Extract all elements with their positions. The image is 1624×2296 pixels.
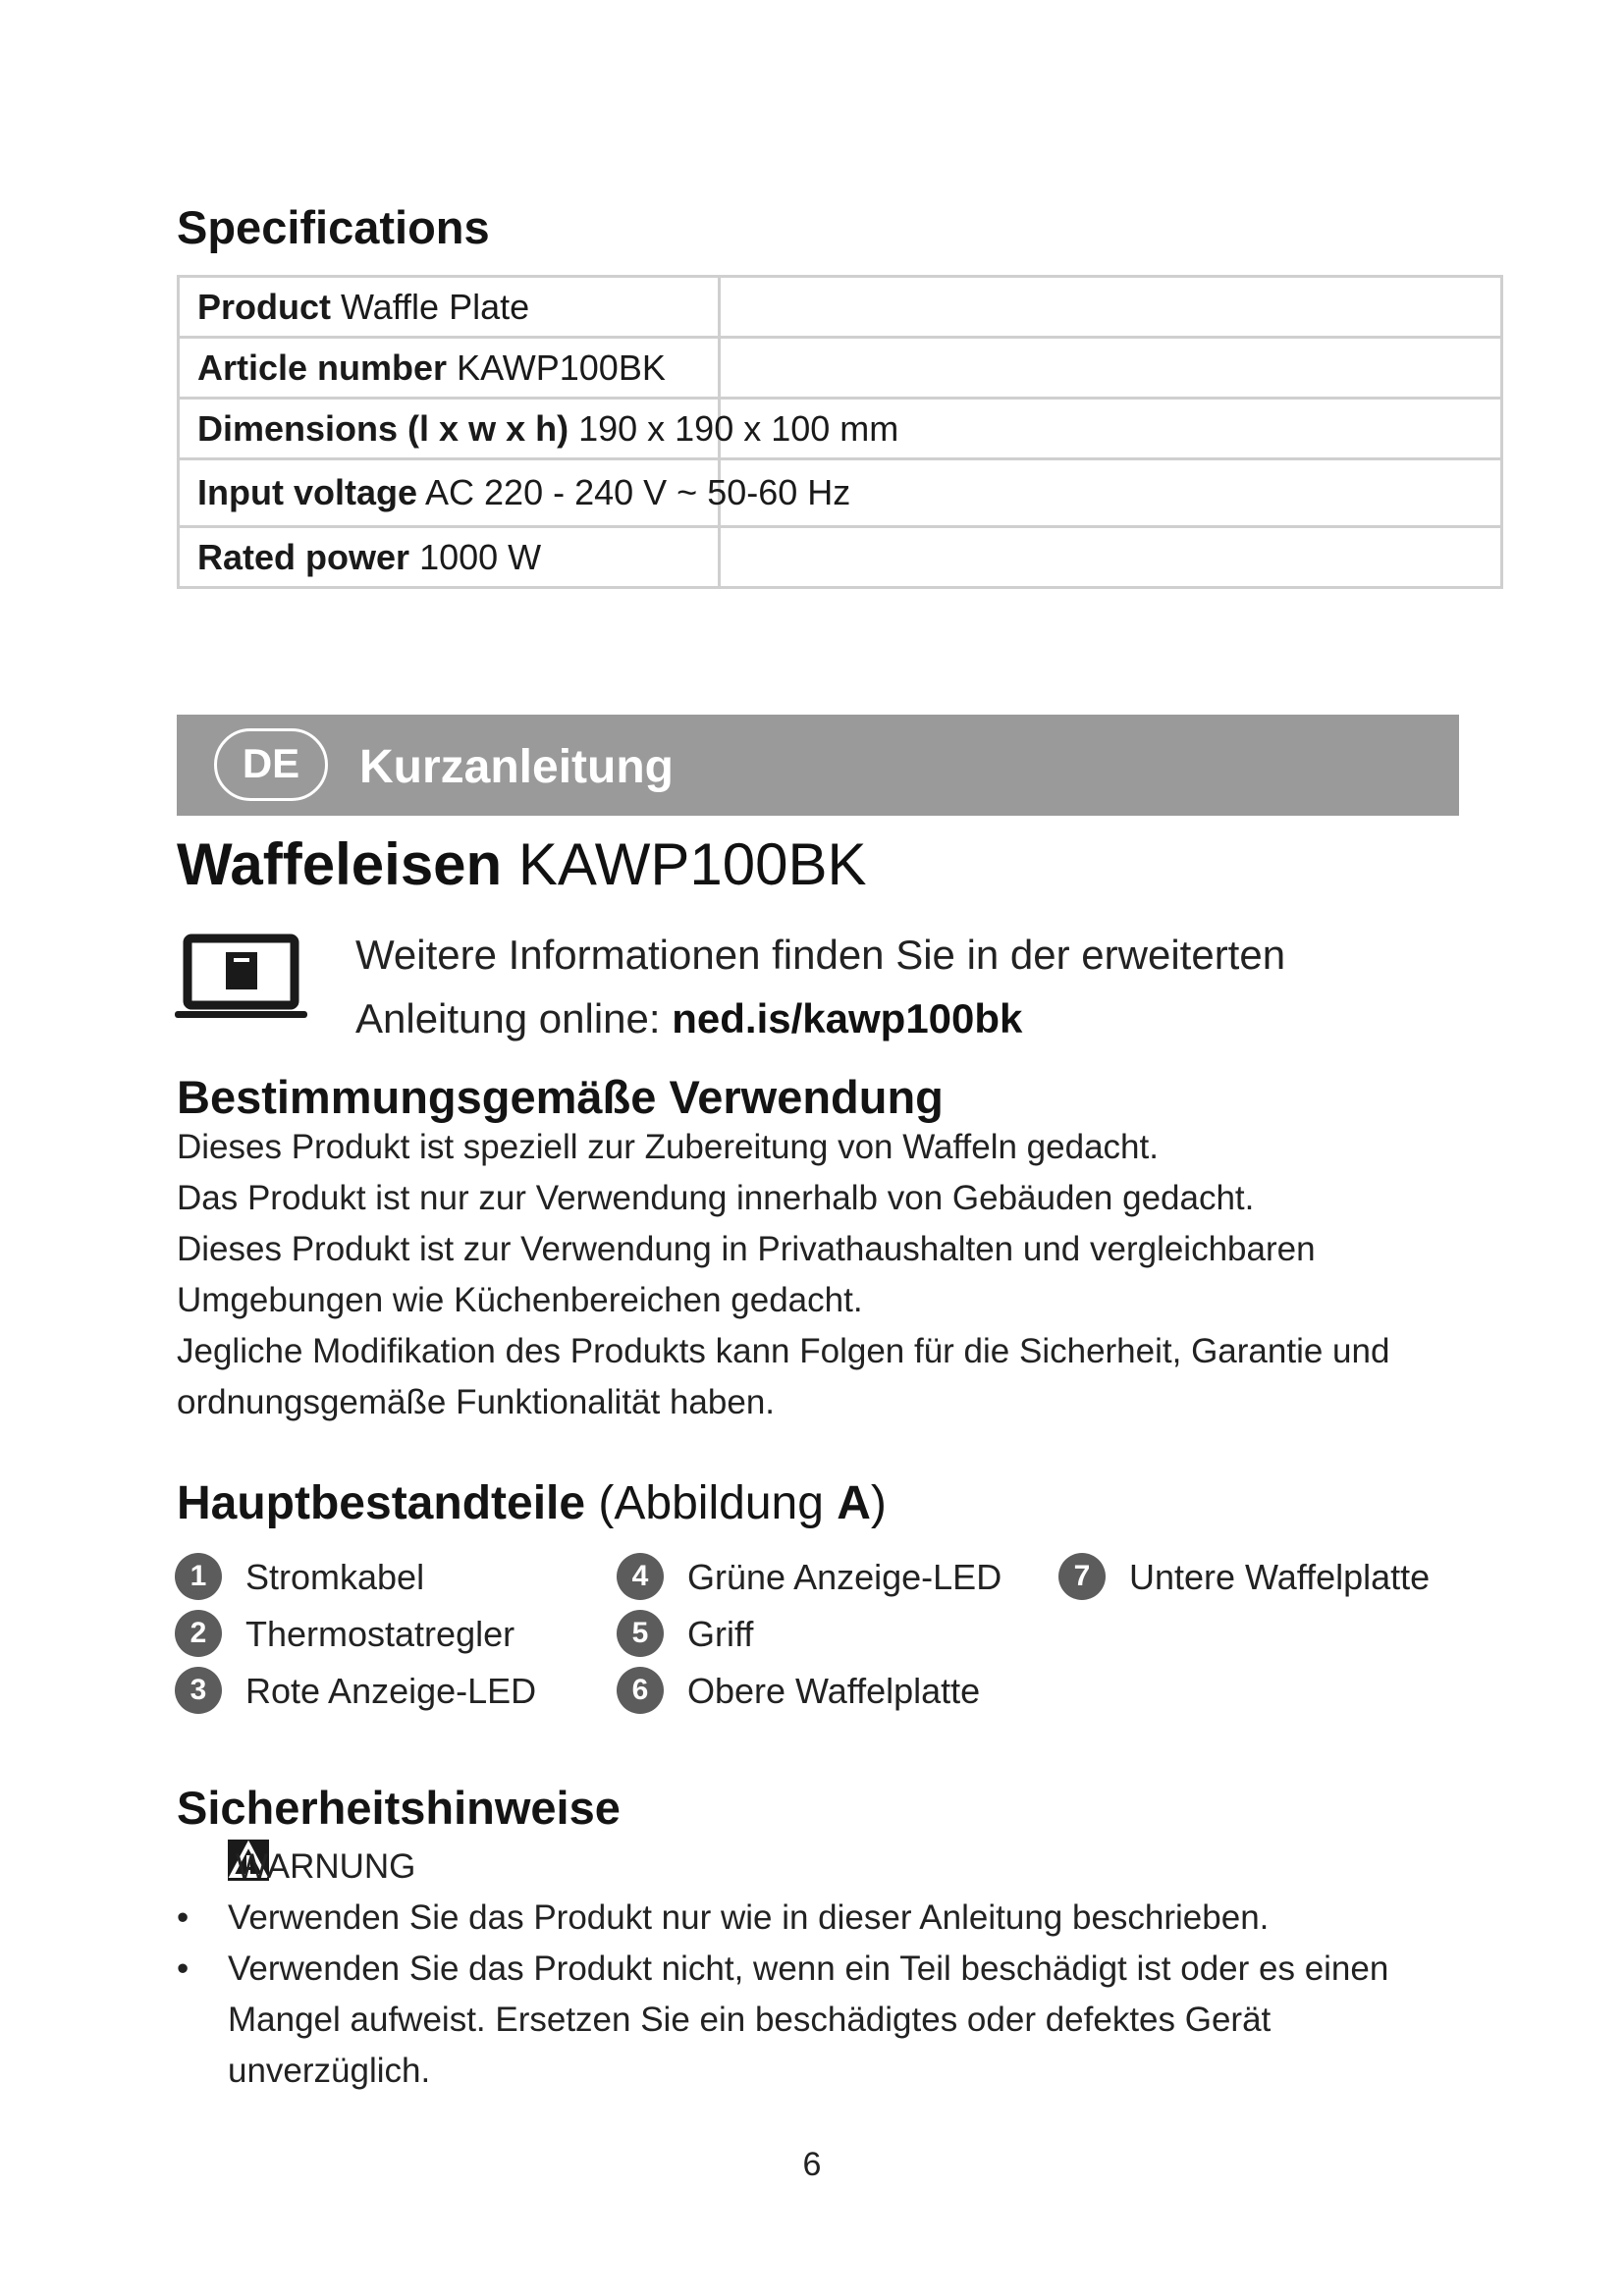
warning-label: WARNUNG bbox=[236, 1847, 416, 1886]
part-number-badge: 7 bbox=[1058, 1553, 1106, 1600]
figure-ref-prefix: (Abbildung bbox=[598, 1477, 838, 1529]
spec-empty-cell bbox=[720, 527, 1502, 588]
info-line-1: Weitere Informationen finden Sie in der erweiterten bbox=[355, 932, 1286, 978]
part-number-badge: 3 bbox=[175, 1667, 222, 1714]
product-model: KAWP100BK bbox=[517, 831, 867, 897]
spec-value: AC 220 - 240 V ~ 50-60 Hz bbox=[425, 472, 851, 512]
safety-heading: Sicherheitshinweise bbox=[177, 1782, 621, 1834]
table-row bbox=[179, 527, 1502, 588]
intended-use-paragraph: Jegliche Modifikation des Produkts kann Folgen für die Sicherheit, Garantie und ordnungsgemäße Funktionalität haben. bbox=[177, 1332, 1390, 1421]
spec-value: Waffle Plate bbox=[341, 286, 530, 327]
part-label: Griff bbox=[687, 1614, 754, 1654]
page-number: 6 bbox=[802, 2146, 822, 2183]
list-item bbox=[177, 1944, 1473, 2097]
product-name: Waffeleisen bbox=[177, 831, 503, 897]
part-label: Obere Waffelplatte bbox=[687, 1671, 981, 1711]
laptop-info-icon bbox=[175, 933, 307, 1021]
safety-item-text: Verwenden Sie das Produkt nur wie in dieser Anleitung beschrieben. bbox=[228, 1898, 1270, 1937]
spec-value: 1000 W bbox=[419, 536, 542, 577]
main-parts-heading bbox=[177, 1477, 887, 1529]
intended-use-body bbox=[177, 1122, 1473, 1428]
table-row bbox=[179, 399, 1502, 459]
language-banner bbox=[177, 715, 1459, 816]
spec-label: Product bbox=[197, 286, 332, 327]
spec-value: KAWP100BK bbox=[457, 347, 666, 388]
list-item bbox=[177, 1893, 1473, 1944]
spec-label: Dimensions (l x w x h) bbox=[197, 407, 569, 449]
spec-cell bbox=[179, 527, 720, 588]
spec-label: Input voltage bbox=[197, 472, 417, 512]
language-badge: DE bbox=[214, 728, 328, 801]
part-number-badge: 2 bbox=[175, 1610, 222, 1657]
spec-cell bbox=[179, 459, 851, 527]
intended-use-heading: Bestimmungsgemäße Verwendung bbox=[177, 1071, 944, 1123]
spec-label: Rated power bbox=[197, 536, 410, 577]
main-parts-title: Hauptbestandteile bbox=[177, 1477, 586, 1529]
intended-use-paragraph: Das Produkt ist nur zur Verwendung innerhalb von Gebäuden gedacht. bbox=[177, 1179, 1255, 1217]
specifications-table bbox=[177, 275, 1503, 589]
part-number-badge: 4 bbox=[617, 1553, 664, 1600]
intended-use-paragraph: Dieses Produkt ist speziell zur Zubereitung von Waffeln gedacht. bbox=[177, 1128, 1159, 1166]
part-label: Untere Waffelplatte bbox=[1129, 1557, 1431, 1597]
manual-link[interactable]: ned.is/kawp100bk bbox=[672, 995, 1023, 1041]
part-label: Rote Anzeige-LED bbox=[245, 1671, 537, 1711]
bullet: • bbox=[177, 1898, 189, 1937]
spec-value: 190 x 190 x 100 mm bbox=[578, 407, 899, 449]
safety-item-text: Verwenden Sie das Produkt nicht, wenn ein Teil beschädigt ist oder es einen Mangel aufweist. Ersetzen Sie ein beschädigtes oder defektes Gerät unverzüglich. bbox=[228, 1949, 1389, 2090]
spec-cell bbox=[179, 399, 899, 459]
part-label: Thermostatregler bbox=[245, 1614, 515, 1654]
part-label: Grüne Anzeige-LED bbox=[687, 1557, 1002, 1597]
banner-title: Kurzanleitung bbox=[359, 741, 674, 793]
info-line-2-prefix: Anleitung online: bbox=[355, 995, 673, 1041]
part-label: Stromkabel bbox=[245, 1557, 425, 1597]
product-title bbox=[177, 829, 866, 900]
part-number-badge: 5 bbox=[617, 1610, 664, 1657]
info-line-2 bbox=[355, 987, 1285, 1050]
intended-use-paragraph: Dieses Produkt ist zur Verwendung in Privathaushalten und vergleichbaren Umgebungen wie Küchenbereichen gedacht. bbox=[177, 1230, 1316, 1319]
spec-label: Article number bbox=[197, 347, 448, 388]
spec-cell bbox=[179, 277, 720, 338]
specifications-heading: Specifications bbox=[177, 201, 490, 253]
figure-ref-suffix: ) bbox=[870, 1477, 887, 1529]
table-row bbox=[179, 277, 1502, 338]
table-row bbox=[179, 338, 1502, 399]
spec-empty-cell bbox=[720, 277, 1502, 338]
part-number-badge: 1 bbox=[175, 1553, 222, 1600]
spec-empty-cell bbox=[720, 338, 1502, 399]
online-info-text bbox=[355, 923, 1285, 1050]
table-row bbox=[179, 459, 1502, 527]
figure-ref-letter: A bbox=[837, 1477, 871, 1529]
safety-list bbox=[177, 1893, 1473, 2097]
bullet: • bbox=[177, 1949, 189, 1988]
part-number-badge: 6 bbox=[617, 1667, 664, 1714]
spec-cell bbox=[179, 338, 720, 399]
